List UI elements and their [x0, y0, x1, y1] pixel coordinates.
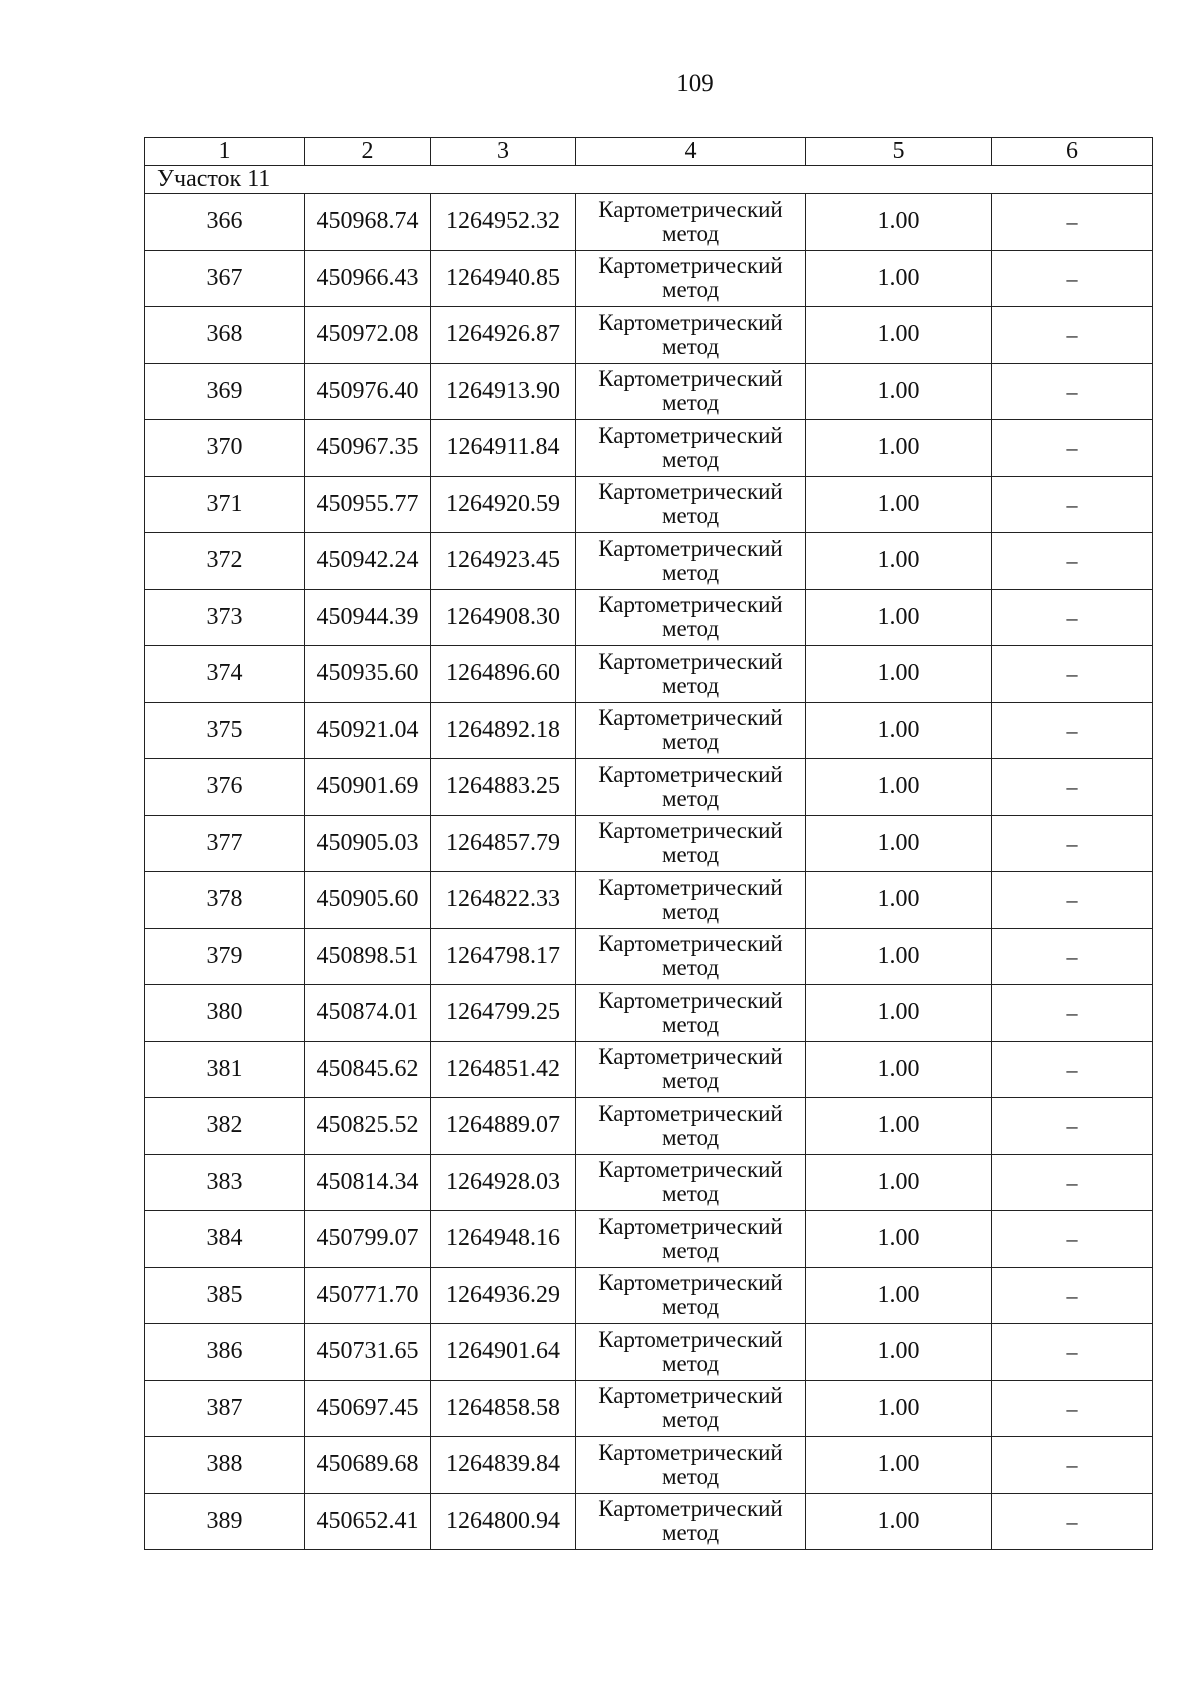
column-header: 6 [992, 138, 1153, 166]
x-coordinate-cell: 450968.74 [305, 194, 431, 251]
point-number-cell: 389 [145, 1493, 305, 1550]
y-coordinate-cell: 1264928.03 [431, 1154, 576, 1211]
note-cell: – [992, 1437, 1153, 1494]
y-coordinate-cell: 1264901.64 [431, 1324, 576, 1381]
method-cell: Картометрический метод [576, 1437, 806, 1494]
y-coordinate-cell: 1264923.45 [431, 533, 576, 590]
method-cell: Картометрический метод [576, 250, 806, 307]
x-coordinate-cell: 450898.51 [305, 928, 431, 985]
coordinates-table [144, 137, 1153, 1550]
x-coordinate-cell: 450799.07 [305, 1211, 431, 1268]
point-number-cell: 366 [145, 194, 305, 251]
y-coordinate-cell: 1264800.94 [431, 1493, 576, 1550]
method-cell: Картометрический метод [576, 872, 806, 929]
method-cell: Картометрический метод [576, 194, 806, 251]
accuracy-cell: 1.00 [806, 1098, 992, 1155]
y-coordinate-cell: 1264940.85 [431, 250, 576, 307]
y-coordinate-cell: 1264799.25 [431, 985, 576, 1042]
table-row [145, 1324, 1153, 1381]
accuracy-cell: 1.00 [806, 1493, 992, 1550]
method-cell: Картометрический метод [576, 533, 806, 590]
method-cell: Картометрический метод [576, 1493, 806, 1550]
y-coordinate-cell: 1264822.33 [431, 872, 576, 929]
section-row [145, 166, 1153, 194]
accuracy-cell: 1.00 [806, 533, 992, 590]
accuracy-cell: 1.00 [806, 1437, 992, 1494]
note-cell: – [992, 872, 1153, 929]
y-coordinate-cell: 1264926.87 [431, 307, 576, 364]
y-coordinate-cell: 1264889.07 [431, 1098, 576, 1155]
note-cell: – [992, 307, 1153, 364]
table-row [145, 872, 1153, 929]
note-cell: – [992, 194, 1153, 251]
point-number-cell: 382 [145, 1098, 305, 1155]
accuracy-cell: 1.00 [806, 307, 992, 364]
accuracy-cell: 1.00 [806, 1154, 992, 1211]
accuracy-cell: 1.00 [806, 872, 992, 929]
column-header: 3 [431, 138, 576, 166]
point-number-cell: 383 [145, 1154, 305, 1211]
method-cell: Картометрический метод [576, 1154, 806, 1211]
table-row [145, 533, 1153, 590]
x-coordinate-cell: 450825.52 [305, 1098, 431, 1155]
column-header: 5 [806, 138, 992, 166]
accuracy-cell: 1.00 [806, 815, 992, 872]
y-coordinate-cell: 1264936.29 [431, 1267, 576, 1324]
x-coordinate-cell: 450697.45 [305, 1380, 431, 1437]
table-row [145, 250, 1153, 307]
note-cell: – [992, 702, 1153, 759]
point-number-cell: 378 [145, 872, 305, 929]
point-number-cell: 387 [145, 1380, 305, 1437]
point-number-cell: 371 [145, 476, 305, 533]
note-cell: – [992, 1041, 1153, 1098]
point-number-cell: 368 [145, 307, 305, 364]
x-coordinate-cell: 450921.04 [305, 702, 431, 759]
y-coordinate-cell: 1264948.16 [431, 1211, 576, 1268]
table-row [145, 1267, 1153, 1324]
table-row [145, 589, 1153, 646]
point-number-cell: 370 [145, 420, 305, 477]
x-coordinate-cell: 450905.60 [305, 872, 431, 929]
point-number-cell: 377 [145, 815, 305, 872]
x-coordinate-cell: 450814.34 [305, 1154, 431, 1211]
y-coordinate-cell: 1264857.79 [431, 815, 576, 872]
accuracy-cell: 1.00 [806, 928, 992, 985]
table-row [145, 194, 1153, 251]
note-cell: – [992, 1380, 1153, 1437]
point-number-cell: 376 [145, 759, 305, 816]
method-cell: Картометрический метод [576, 589, 806, 646]
x-coordinate-cell: 450976.40 [305, 363, 431, 420]
header-row [145, 138, 1153, 166]
y-coordinate-cell: 1264913.90 [431, 363, 576, 420]
note-cell: – [992, 476, 1153, 533]
point-number-cell: 379 [145, 928, 305, 985]
note-cell: – [992, 1493, 1153, 1550]
note-cell: – [992, 589, 1153, 646]
point-number-cell: 375 [145, 702, 305, 759]
note-cell: – [992, 646, 1153, 703]
note-cell: – [992, 759, 1153, 816]
note-cell: – [992, 250, 1153, 307]
x-coordinate-cell: 450966.43 [305, 250, 431, 307]
method-cell: Картометрический метод [576, 815, 806, 872]
method-cell: Картометрический метод [576, 702, 806, 759]
column-header: 1 [145, 138, 305, 166]
y-coordinate-cell: 1264851.42 [431, 1041, 576, 1098]
accuracy-cell: 1.00 [806, 363, 992, 420]
x-coordinate-cell: 450652.41 [305, 1493, 431, 1550]
table-row [145, 928, 1153, 985]
note-cell: – [992, 928, 1153, 985]
method-cell: Картометрический метод [576, 1211, 806, 1268]
accuracy-cell: 1.00 [806, 420, 992, 477]
table-row [145, 363, 1153, 420]
x-coordinate-cell: 450967.35 [305, 420, 431, 477]
method-cell: Картометрический метод [576, 928, 806, 985]
note-cell: – [992, 1267, 1153, 1324]
table-row [145, 759, 1153, 816]
point-number-cell: 388 [145, 1437, 305, 1494]
note-cell: – [992, 1154, 1153, 1211]
x-coordinate-cell: 450955.77 [305, 476, 431, 533]
y-coordinate-cell: 1264858.58 [431, 1380, 576, 1437]
column-header: 2 [305, 138, 431, 166]
note-cell: – [992, 533, 1153, 590]
y-coordinate-cell: 1264908.30 [431, 589, 576, 646]
method-cell: Картометрический метод [576, 1380, 806, 1437]
x-coordinate-cell: 450935.60 [305, 646, 431, 703]
x-coordinate-cell: 450874.01 [305, 985, 431, 1042]
y-coordinate-cell: 1264920.59 [431, 476, 576, 533]
accuracy-cell: 1.00 [806, 1380, 992, 1437]
table-row [145, 307, 1153, 364]
y-coordinate-cell: 1264883.25 [431, 759, 576, 816]
table-row [145, 646, 1153, 703]
method-cell: Картометрический метод [576, 985, 806, 1042]
x-coordinate-cell: 450689.68 [305, 1437, 431, 1494]
x-coordinate-cell: 450972.08 [305, 307, 431, 364]
y-coordinate-cell: 1264892.18 [431, 702, 576, 759]
point-number-cell: 386 [145, 1324, 305, 1381]
note-cell: – [992, 363, 1153, 420]
y-coordinate-cell: 1264952.32 [431, 194, 576, 251]
note-cell: – [992, 1098, 1153, 1155]
method-cell: Картометрический метод [576, 1267, 806, 1324]
accuracy-cell: 1.00 [806, 702, 992, 759]
table-row [145, 1154, 1153, 1211]
y-coordinate-cell: 1264839.84 [431, 1437, 576, 1494]
accuracy-cell: 1.00 [806, 985, 992, 1042]
y-coordinate-cell: 1264896.60 [431, 646, 576, 703]
x-coordinate-cell: 450944.39 [305, 589, 431, 646]
method-cell: Картометрический метод [576, 420, 806, 477]
x-coordinate-cell: 450942.24 [305, 533, 431, 590]
method-cell: Картометрический метод [576, 1041, 806, 1098]
accuracy-cell: 1.00 [806, 476, 992, 533]
accuracy-cell: 1.00 [806, 250, 992, 307]
table-row [145, 1211, 1153, 1268]
table-row [145, 1493, 1153, 1550]
note-cell: – [992, 815, 1153, 872]
table-row [145, 985, 1153, 1042]
x-coordinate-cell: 450845.62 [305, 1041, 431, 1098]
point-number-cell: 380 [145, 985, 305, 1042]
method-cell: Картометрический метод [576, 1098, 806, 1155]
table-row [145, 476, 1153, 533]
method-cell: Картометрический метод [576, 1324, 806, 1381]
column-header: 4 [576, 138, 806, 166]
note-cell: – [992, 1211, 1153, 1268]
x-coordinate-cell: 450901.69 [305, 759, 431, 816]
method-cell: Картометрический метод [576, 759, 806, 816]
point-number-cell: 372 [145, 533, 305, 590]
table-row [145, 420, 1153, 477]
point-number-cell: 374 [145, 646, 305, 703]
accuracy-cell: 1.00 [806, 1324, 992, 1381]
y-coordinate-cell: 1264798.17 [431, 928, 576, 985]
accuracy-cell: 1.00 [806, 1267, 992, 1324]
note-cell: – [992, 420, 1153, 477]
x-coordinate-cell: 450905.03 [305, 815, 431, 872]
method-cell: Картометрический метод [576, 476, 806, 533]
accuracy-cell: 1.00 [806, 759, 992, 816]
table-row [145, 1098, 1153, 1155]
table-row [145, 1380, 1153, 1437]
x-coordinate-cell: 450771.70 [305, 1267, 431, 1324]
point-number-cell: 367 [145, 250, 305, 307]
accuracy-cell: 1.00 [806, 1041, 992, 1098]
table-row [145, 702, 1153, 759]
section-label: Участок 11 [145, 166, 1153, 194]
point-number-cell: 385 [145, 1267, 305, 1324]
table-row [145, 815, 1153, 872]
method-cell: Картометрический метод [576, 307, 806, 364]
accuracy-cell: 1.00 [806, 194, 992, 251]
accuracy-cell: 1.00 [806, 646, 992, 703]
point-number-cell: 369 [145, 363, 305, 420]
table-row [145, 1437, 1153, 1494]
point-number-cell: 373 [145, 589, 305, 646]
method-cell: Картометрический метод [576, 646, 806, 703]
x-coordinate-cell: 450731.65 [305, 1324, 431, 1381]
y-coordinate-cell: 1264911.84 [431, 420, 576, 477]
point-number-cell: 381 [145, 1041, 305, 1098]
page-number: 109 [676, 70, 714, 97]
accuracy-cell: 1.00 [806, 1211, 992, 1268]
note-cell: – [992, 1324, 1153, 1381]
point-number-cell: 384 [145, 1211, 305, 1268]
accuracy-cell: 1.00 [806, 589, 992, 646]
method-cell: Картометрический метод [576, 363, 806, 420]
table-row [145, 1041, 1153, 1098]
note-cell: – [992, 985, 1153, 1042]
